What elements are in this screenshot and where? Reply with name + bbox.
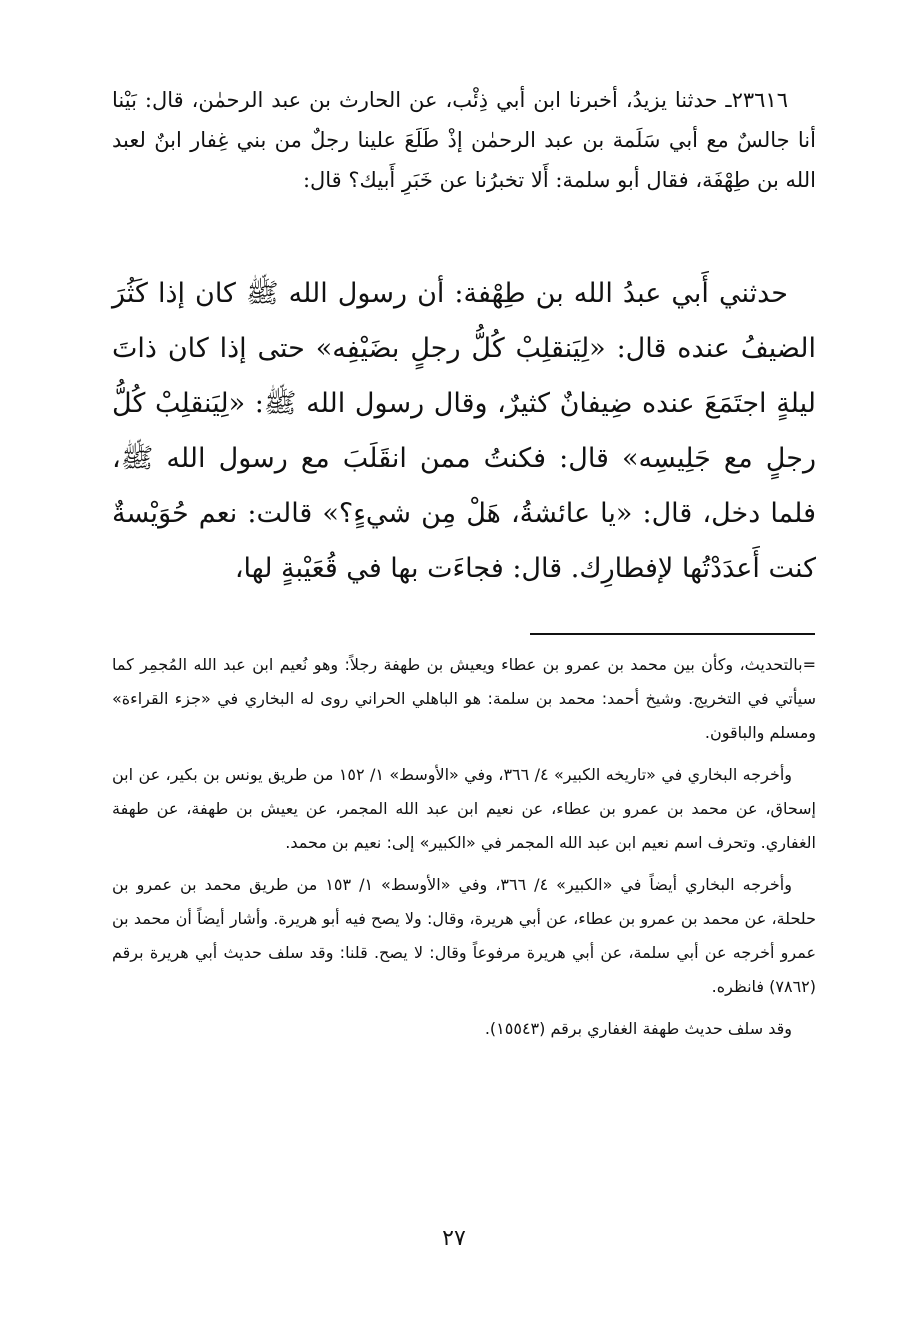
- hadith-body-paragraph: حدثني أَبي عبدُ الله بن طِهْفة: أن رسول الله ﷺ كان إذا كَثُرَ الضيفُ عنده قال: «لِيَنقلِبْ كُلُّ رجلٍ بضَيْفِه» حتى إذا كان ذاتَ ليلةٍ اجتَمَعَ عنده ضِيفانٌ كثيرٌ، وقال رسول الله ﷺ: «لِيَنقلِبْ كُلُّ رجلٍ مع جَلِيسِه» قال: فكنتُ ممن انقَلَبَ مع رسول الله ﷺ، فلما دخل، قال: «يا عائشةُ، هَلْ مِن شيءٍ؟» قالت: نعم حُوَيْسةٌ كنت أَعدَدْتُها لإفطارِك. قال: فجاءَت بها في قُعَيْبةٍ لها،: [112, 278, 816, 584]
- footnotes-section: [112, 648, 816, 1054]
- hadith-body-block: [112, 266, 816, 596]
- footnote-paragraph: وقد سلف حديث طهفة الغفاري برقم (١٥٥٤٣).: [484, 1019, 792, 1038]
- footnote-paragraph: وأخرجه البخاري في «تاريخه الكبير» ٤/ ٣٦٦، وفي «الأوسط» ١/ ١٥٢ من طريق يونس بن بكير، عن ابن إسحاق، عن محمد بن عمرو بن عطاء، عن نعيم ابن عبد الله المجمر، عن يعيش بن طهفة، عن طهفة الغفاري. وتحرف اسم نعيم ابن عبد الله المجمر في «الكبير» إلى: نعيم بن محمد.: [112, 765, 816, 852]
- page-number: ٢٧: [442, 1226, 466, 1251]
- hadith-intro-block: [112, 80, 816, 200]
- hadith-intro-paragraph: ٢٣٦١٦ـ حدثنا يزيدُ، أخبرنا ابن أبي ذِئْب، عن الحارث بن عبد الرحمٰن، قال: بَيْنا أنا جالسٌ مع أبي سَلَمة بن عبد الرحمٰن إذْ طَلَعَ علينا رجلٌ من بني غِفار ابنٌ لعبد الله بن طِهْفَة، فقال أبو سلمة: أَلا تخبرُنا عن خَبَرِ أَبيك؟ قال:: [112, 88, 816, 192]
- footnote-paragraph: وأخرجه البخاري أيضاً في «الكبير» ٤/ ٣٦٦، وفي «الأوسط» ١/ ١٥٣ من طريق محمد بن عمرو بن حلحلة، عن محمد بن عمرو بن عطاء، عن أبي هريرة، وقال: ولا يصح فيه أبو هريرة. وأشار أيضاً أن محمد بن عمرو أخرجه عن أبي سلمة، عن أبي هريرة مرفوعاً وقال: لا يصح. قلنا: وقد سلف حديث أبي هريرة برقم (٧٨٦٢) فانظره.: [112, 875, 816, 996]
- footnote-paragraph: =بالتحديث، وكأن بين محمد بن عمرو بن عطاء ويعيش بن طهفة رجلاً: وهو نُعيم ابن عبد الله المُجمِر كما سيأتي في التخريج. وشيخ أحمد: محمد بن سلمة: هو الباهلي الحراني روى له البخاري في «جزء القراءة» ومسلم والباقون.: [112, 655, 816, 742]
- footnote-separator-rule: [530, 633, 815, 635]
